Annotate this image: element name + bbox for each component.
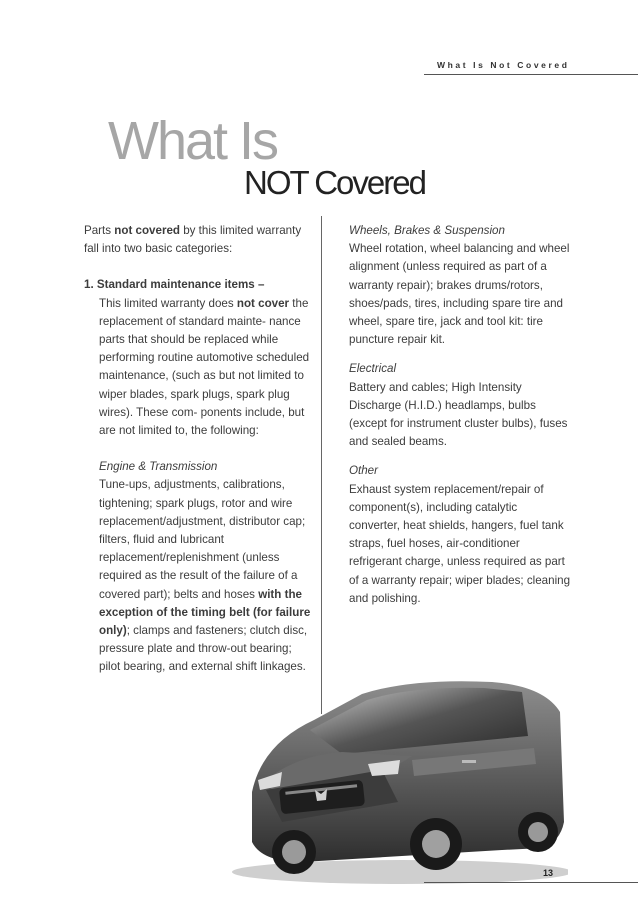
footer-rule xyxy=(424,882,638,883)
engine-text: Tune-ups, adjustments, calibrations, tightening; spark plugs, rotor and wire replacement/adjustment, distributor cap; filters, fluid and lubricant replacement/replenishment (unless required as the result of the failure of a covered part); belts and hoses xyxy=(99,478,306,601)
intro-text: Parts xyxy=(84,224,115,237)
page-title-line1: What Is xyxy=(108,111,278,171)
item1-heading: 1. Standard maintenance items – xyxy=(84,278,265,292)
page-title-line2: NOT Covered xyxy=(244,164,425,201)
other-heading: Other xyxy=(349,464,378,478)
engine-heading: Engine & Transmission xyxy=(99,460,218,474)
intro-text-rest: by this limited warranty fall into two basic categories: xyxy=(84,224,302,256)
page-number: 13 xyxy=(543,868,554,878)
item1-text-rest: the replacement of standard mainte- nance parts that should be replaced while performing routine automotive scheduled maintenance, (such as but not limited to wiper blades, spark plugs, spark plug wires). These com- ponents include, but are not limited to, the following: xyxy=(99,296,310,438)
electrical-text: Battery and cables; High Intensity Discharge (H.I.D.) headlamps, bulbs (except for instrument cluster bulbs), fuses and sealed beams. xyxy=(349,380,568,449)
engine-text-rest: ; clamps and fasteners; clutch disc, pressure plate and throw-out bearing; pilot bearing, and external shift linkages. xyxy=(99,624,308,674)
rear-hub xyxy=(528,822,548,842)
running-head: What Is Not Covered xyxy=(437,60,570,70)
column-divider xyxy=(321,216,322,714)
header-rule xyxy=(424,74,638,75)
item1-paragraph xyxy=(84,295,316,441)
wheels-text: Wheel rotation, wheel balancing and wheel alignment (unless required as part of a warranty repair); brakes drums/rotors, shoes/pads, tires, including spare tire and wheel, spare tire, jack and tool kit: tire puncture repair kit. xyxy=(349,242,570,347)
engine-emphasis: with the exception of the timing belt (for failure only) xyxy=(99,587,311,638)
other-text: Exhaust system replacement/repair of component(s), including catalytic converter, heat shields, hangers, fuel tank straps, fuel hoses, air-conditioner refrigerant charge, unless required as part of a warranty repair; wiper blades; cleaning and polishing. xyxy=(349,482,571,605)
wheels-heading: Wheels, Brakes & Suspension xyxy=(349,224,505,237)
engine-paragraph xyxy=(84,476,316,676)
electrical-heading: Electrical xyxy=(349,362,397,376)
door-handle xyxy=(462,760,476,763)
minivan-image xyxy=(222,672,568,888)
right-column xyxy=(349,222,571,608)
item1-emphasis: not cover xyxy=(236,296,290,310)
front-left-hub xyxy=(282,840,306,864)
item1-text: This limited warranty does xyxy=(99,296,237,310)
intro-emphasis: not covered xyxy=(114,224,180,237)
left-column xyxy=(84,222,316,677)
front-right-hub xyxy=(422,830,450,858)
intro-paragraph xyxy=(84,222,316,258)
